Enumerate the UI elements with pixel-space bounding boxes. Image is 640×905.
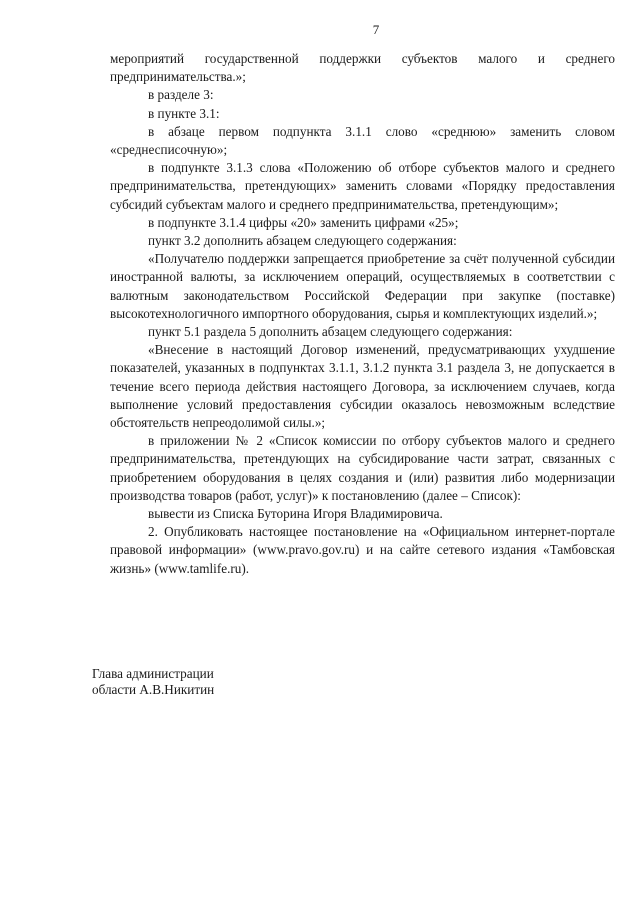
paragraph-subpoint-3-1-1: в абзаце первом подпункта 3.1.1 слово «среднюю» заменить словом «среднесписочную»; bbox=[110, 123, 615, 158]
paragraph-subpoint-3-1-3: в подпункте 3.1.3 слова «Положению об отборе субъектов малого и среднего предпринимательства, претендующих» заменить словами «Порядку предоставления субсидий субъектам малого и среднего предпринимательства, претендующим»; bbox=[110, 160, 615, 212]
paragraph-appendix-2: в приложении № 2 «Список комиссии по отбору субъектов малого и среднего предпринимательства, претендующих на субсидирование части затрат, связанных с приобретением оборудования в целях создания и (или) развития либо модернизации производства товаров (работ, услуг)» к постановлению (далее – Список): bbox=[110, 433, 615, 503]
signature-position: Глава администрации bbox=[92, 666, 214, 681]
paragraph-section-3: в разделе 3: bbox=[148, 87, 214, 103]
paragraph-continuation: мероприятий государственной поддержки субъектов малого и среднего предпринимательства.»; bbox=[110, 51, 615, 85]
page-number: 7 bbox=[372, 22, 380, 37]
paragraph-quote-currency: «Получателю поддержки запрещается приобретение за счёт полученной субсидии иностранной валюты, за исключением операций, осуществляемых в соответствии с валютным законодательством Российской Федерации при закупке (поставке) высокотехнологичного импортного оборудования, сырья и комплектующих изделий.»; bbox=[110, 251, 615, 321]
signature-name: области А.В.Никитин bbox=[92, 682, 215, 697]
paragraph-point-3-1: в пункте 3.1: bbox=[148, 105, 220, 121]
paragraph-remove-member: вывести из Списка Буторина Игоря Владимировича. bbox=[148, 506, 443, 522]
signature-block bbox=[92, 666, 214, 698]
paragraph-item-2-publish: 2. Опубликовать настоящее постановление на «Официальном интернет-портале правовой информации» (www.pravo.gov.ru) и на сайте сетевого издания «Тамбовская жизнь» (www.tamlife.ru). bbox=[110, 524, 615, 576]
paragraph-point-3-2: пункт 3.2 дополнить абзацем следующего содержания: bbox=[148, 233, 457, 249]
paragraph-quote-contract: «Внесение в настоящий Договор изменений, предусматривающих ухудшение показателей, указанных в подпунктах 3.1.1, 3.1.2 пункта 3.1 раздела 3, не допускается в течение всего периода действия настоящего Договора, за исключением случаев, когда выполнение условий предоставления субсидии оказалось невозможным вследствие обстоятельств непреодолимой силы.»; bbox=[110, 342, 615, 431]
paragraph-point-5-1: пункт 5.1 раздела 5 дополнить абзацем следующего содержания: bbox=[148, 324, 513, 340]
paragraph-subpoint-3-1-4: в подпункте 3.1.4 цифры «20» заменить цифрами «25»; bbox=[148, 214, 459, 230]
document-body bbox=[110, 50, 615, 578]
